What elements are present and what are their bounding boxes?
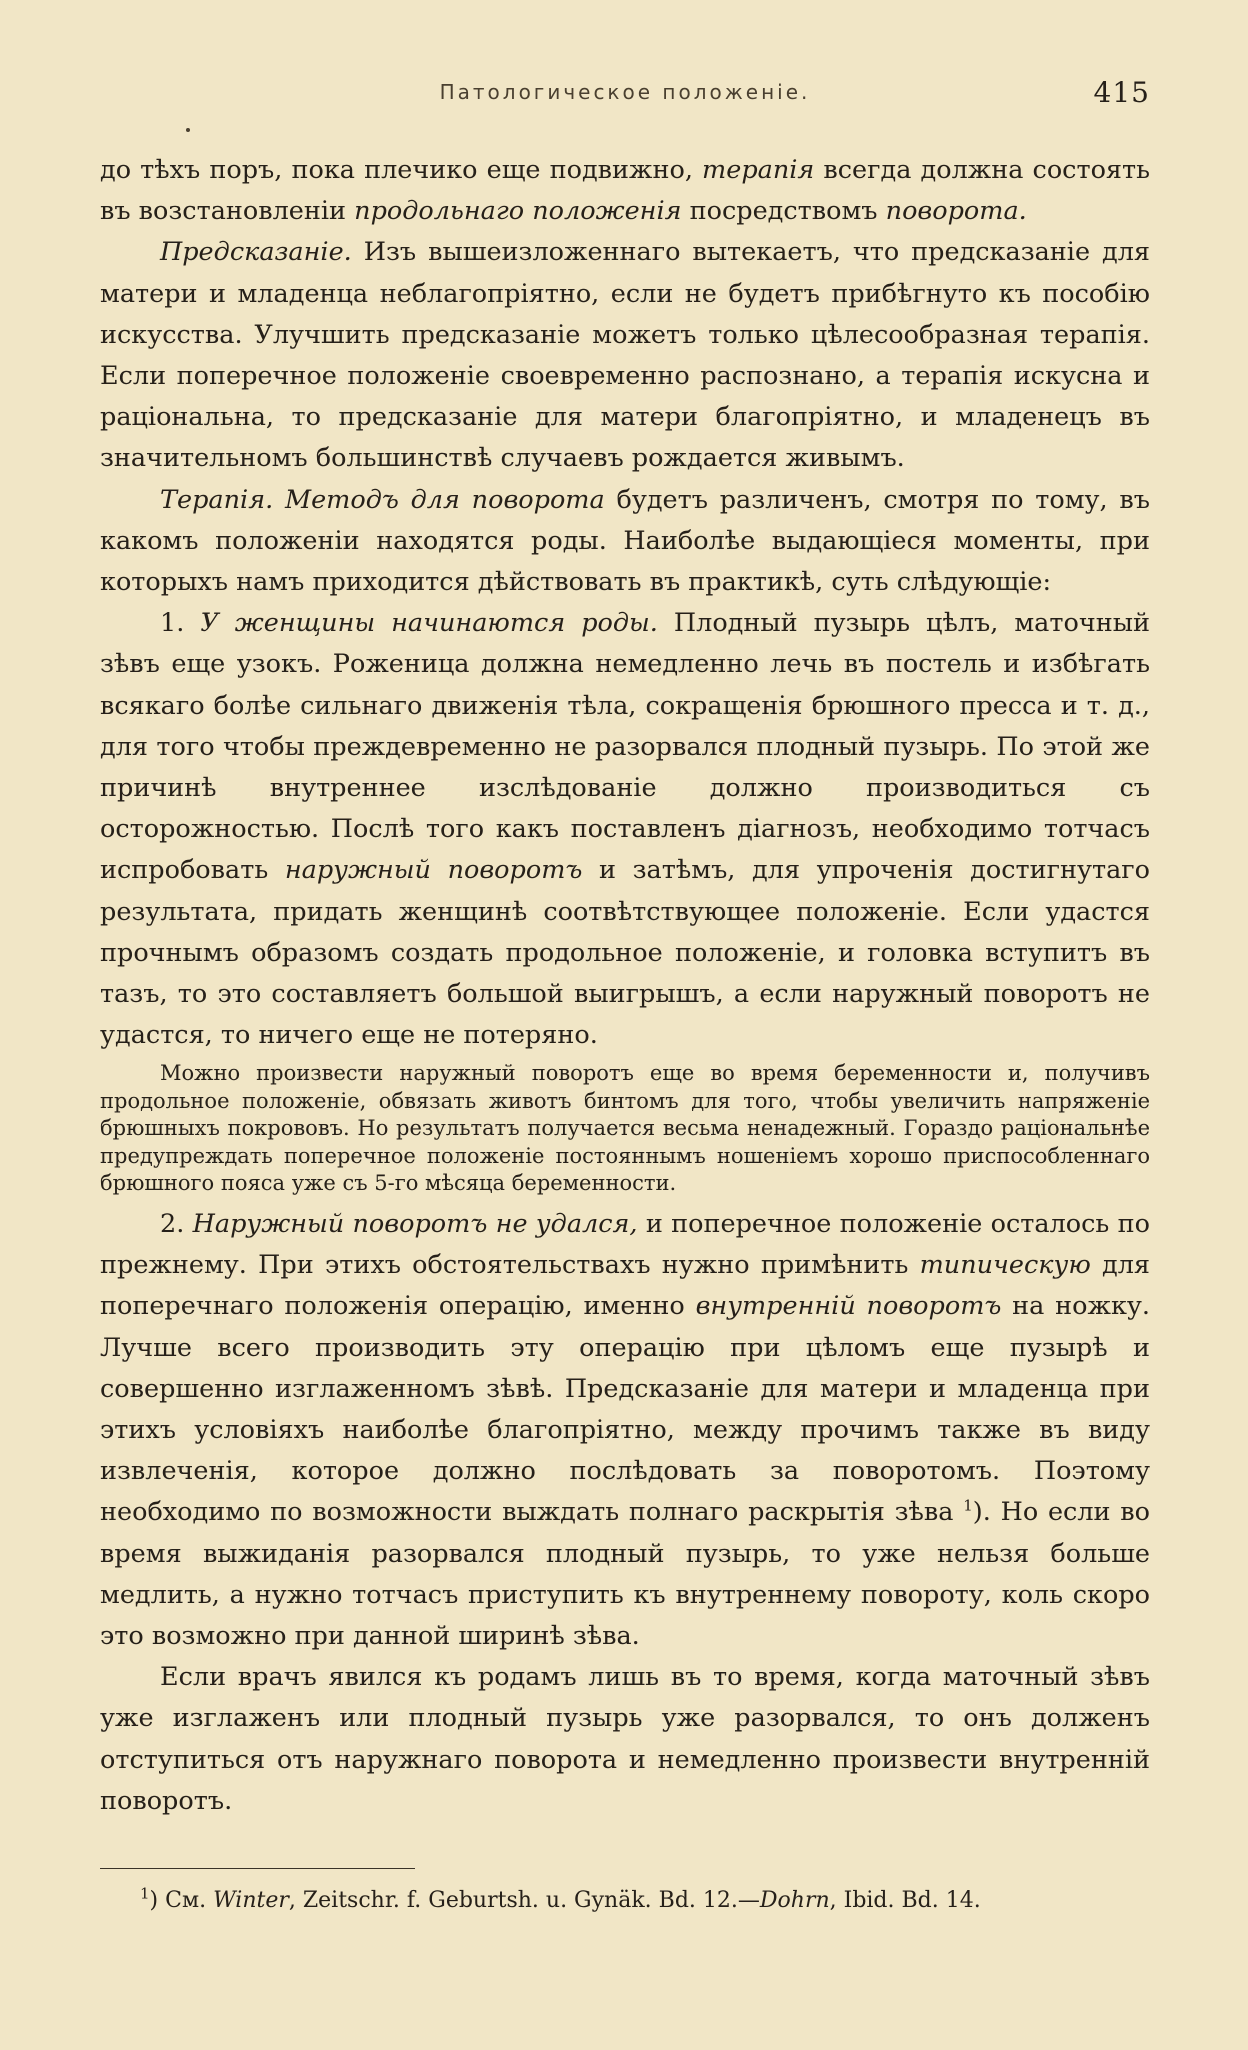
footnote-ref: 1 xyxy=(963,1496,973,1515)
italic-run: поворота. xyxy=(885,196,1027,227)
text-run: до тѣхъ поръ, пока плечико еще подвижно, xyxy=(100,155,703,185)
text-run: Изъ вышеизложеннаго вытекаетъ, что предсказаніе для матери и младенца неблагопріятно, если не будетъ прибѣгнуто къ пособію искусства. Улучшить предсказаніе можетъ только цѣлесообразная терапія. Если поперечное положеніе своевременно распознано, а терапія искусна и раціональна, то предсказаніе для матери благопріятно, и младенецъ въ значительномъ большинствѣ случаевъ рождается живымъ. xyxy=(100,237,1150,474)
main-text xyxy=(100,150,1150,1822)
list-number: 2. xyxy=(160,1208,193,1239)
italic-run: внутренній поворотъ xyxy=(695,1291,1002,1322)
text-run: будетъ различенъ, смотря по тому, въ какомъ положеніи находятся роды. Наиболѣе выдающіеся моменты, при которыхъ намъ приходится дѣйствовать въ практикѣ, суть слѣдующіе: xyxy=(100,484,1150,598)
text-run: для поперечнаго положенія операцію, именно xyxy=(100,1250,1150,1322)
page-number: 415 xyxy=(1093,76,1150,109)
list-number: 1. xyxy=(160,608,201,639)
text-run: Плодный пузырь цѣлъ, маточный зѣвъ еще узокъ. Роженица должна немедленно лечь въ постель и избѣгать всякаго болѣе сильнаго движенія тѣла, сокращенія брюшного пресса и т. д., для того чтобы преждевременно не разорвался плодный пузырь. По этой же причинѣ внутреннее изслѣдованіе должно производиться съ осторожностью. Послѣ того какъ поставленъ діагнозъ, необходимо тотчасъ испробовать xyxy=(100,608,1150,886)
text-run: , Ibid. Bd. 14. xyxy=(829,1888,981,1913)
paragraph-late-arrival: Если врачъ явился къ родамъ лишь въ то время, когда маточный зѣвъ уже изглаженъ или плодный пузырь уже разорвался, то онъ долженъ отступиться отъ наружнаго поворота и немедленно произвести внутренній поворотъ. xyxy=(100,1662,1150,1816)
text-run: и затѣмъ, для упроченія достигнутаго результата, придать женщинѣ соотвѣтствующее положеніе. Если удастся прочнымъ образомъ создать продольное положеніе, и головка вступитъ въ тазъ, то это составляетъ большой выигрышъ, а если наружный поворотъ не удастся, то ничего еще не потеряно. xyxy=(100,855,1150,1051)
text-run: ) См. xyxy=(149,1888,214,1913)
paragraph-therapy xyxy=(100,480,1150,604)
footnote-marker: 1 xyxy=(140,1884,150,1903)
paragraph-prognosis xyxy=(100,232,1150,479)
italic-run: продольнаго положенія xyxy=(354,196,682,227)
footnote xyxy=(140,1885,1140,1917)
footnote-rule xyxy=(100,1868,415,1869)
text-run: всегда должна состоять въ возстановленіи xyxy=(100,155,1150,227)
paragraph-small-note: Можно произвести наружный поворотъ еще во время беременности и, получивъ продольное положеніе, обвязать животъ бинтомъ для того, чтобы увеличить напряженіе брюшныхъ покрововъ. Но результатъ получается весьма ненадежный. Гораздо раціональнѣе предупреждать поперечное положеніе постояннымъ ношеніемъ хорошо приспособленнаго брюшного пояса уже съ 5-го мѣсяца беременности. xyxy=(100,1061,1150,1196)
italic-run: У женщины начинаются роды. xyxy=(200,608,658,639)
paragraph-case-2 xyxy=(100,1204,1150,1657)
text-run: и поперечное положеніе осталось по прежнему. При этихъ обстоятельствахъ нужно примѣнить xyxy=(100,1208,1150,1281)
section-heading-therapy: Терапія. Методъ для поворота xyxy=(160,484,605,515)
text-run: ). Но если во время выжиданія разорвался плодный пузырь, то уже нельзя больше медлить, а нужно тотчасъ приступить къ внутреннему повороту, коль скоро это возможно при данной ширинѣ зѣва. xyxy=(100,1497,1150,1651)
text-run: посредствомъ xyxy=(681,196,886,227)
italic-run: наружный поворотъ xyxy=(284,855,583,886)
running-title: Патологическое положеніе. xyxy=(439,80,811,104)
section-heading-prognosis: Предсказаніе. xyxy=(160,237,352,268)
author-name: Winter xyxy=(213,1888,289,1913)
text-run: на ножку. Лучше всего производить эту операцію при цѣломъ еще пузырѣ и совершенно изглаженномъ зѣвѣ. Предсказаніе для матери и младенца при этихъ условіяхъ наиболѣе благопріятно, между прочимъ также въ виду извлеченія, которое должно послѣдовать за поворотомъ. Поэтому необходимо по возможности выждать полнаго раскрытія зѣва xyxy=(100,1291,1151,1528)
italic-run: типическую xyxy=(919,1250,1091,1281)
ink-speck xyxy=(186,128,190,132)
text-run: , Zeitschr. f. Geburtsh. u. Gynäk. Bd. 12.— xyxy=(288,1888,760,1913)
page-header xyxy=(100,76,1150,116)
paragraph-case-1 xyxy=(100,603,1150,1056)
italic-run: Наружный поворотъ не удался, xyxy=(192,1208,638,1239)
paragraph-therapy-intro xyxy=(100,150,1150,232)
italic-run: терапія xyxy=(702,155,815,185)
author-name: Dohrn xyxy=(759,1888,830,1913)
